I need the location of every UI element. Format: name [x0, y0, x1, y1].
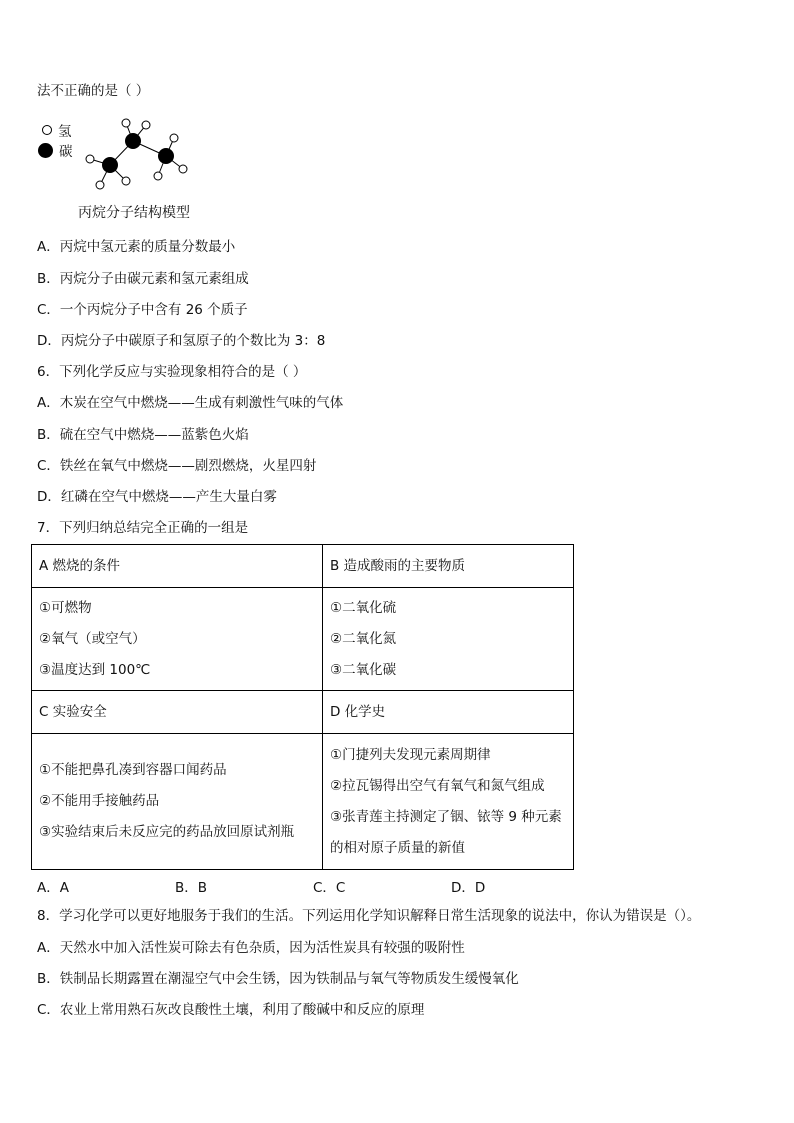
q5-option-d: D．丙烷分子中碳原子和氢原子的个数比为 3：8 — [37, 333, 326, 349]
hydrogen-atom-icon — [42, 125, 52, 135]
q6-option-c: C．铁丝在氧气中燃烧——剧烈燃烧，火星四射 — [37, 458, 317, 474]
cell-d-items — [323, 734, 574, 870]
cell-d-header: D 化学史 — [323, 691, 574, 734]
hydrogen-atom — [86, 155, 94, 163]
q8-option-c: C．农业上常用熟石灰改良酸性土壤，利用了酸碱中和反应的原理 — [37, 1002, 425, 1018]
q7-stem: 7．下列归纳总结完全正确的一组是 — [37, 520, 249, 536]
cell-a-items — [32, 588, 323, 691]
hydrogen-atom — [142, 121, 150, 129]
cell-d-item: ①门捷列夫发现元素周期律 — [330, 746, 491, 763]
q6-option-b: B．硫在空气中燃烧——蓝紫色火焰 — [37, 427, 249, 443]
cell-c-item: ②不能用手接触药品 — [39, 793, 160, 809]
legend-carbon — [42, 140, 73, 160]
hydrogen-atom — [122, 119, 130, 127]
question-stem-fragment: 法不正确的是（ ） — [37, 83, 150, 99]
q7-option-a: A．A — [37, 880, 69, 896]
carbon-atom-icon — [38, 143, 53, 158]
legend-hydrogen-label: 氢 — [58, 124, 72, 140]
hydrogen-atom — [179, 165, 187, 173]
q6-option-a: A．木炭在空气中燃烧——生成有刺激性气味的气体 — [37, 395, 344, 411]
hydrogen-atom — [96, 181, 104, 189]
cell-b-item: ②二氧化氮 — [330, 630, 397, 647]
figure-caption: 丙烷分子结构模型 — [78, 205, 190, 221]
cell-d-item: 的相对原子质量的新值 — [330, 839, 465, 856]
cell-c-items — [32, 734, 323, 870]
cell-c-item: ③实验结束后未反应完的药品放回原试剂瓶 — [39, 824, 295, 840]
hydrogen-atom — [122, 177, 130, 185]
q8-stem: 8．学习化学可以更好地服务于我们的生活。下列运用化学知识解释日常生活现象的说法中，你认为错误是（）。 — [37, 908, 701, 924]
cell-b-items — [323, 588, 574, 691]
carbon-atom — [102, 157, 118, 173]
q6-option-d: D．红磷在空气中燃烧——产生大量白雾 — [37, 489, 277, 505]
legend-carbon-label: 碳 — [59, 144, 73, 160]
carbon-atom — [158, 148, 174, 164]
hydrogen-atom — [170, 134, 178, 142]
propane-molecule-model — [80, 112, 200, 192]
q8-option-b: B．铁制品长期露置在潮湿空气中会生锈，因为铁制品与氧气等物质发生缓慢氧化 — [37, 971, 519, 987]
q5-option-a: A．丙烷中氢元素的质量分数最小 — [37, 239, 236, 255]
q5-option-c: C．一个丙烷分子中含有 26 个质子 — [37, 302, 248, 318]
q7-option-c: C．C — [313, 880, 346, 896]
hydrogen-atom — [154, 172, 162, 180]
cell-d-item: ③张青莲主持测定了铟、铱等 9 种元素 — [330, 808, 562, 825]
cell-c-item: ①不能把鼻孔凑到容器口闻药品 — [39, 762, 227, 778]
cell-d-item: ②拉瓦锡得出空气有氧气和氮气组成 — [330, 777, 545, 794]
q7-option-b: B．B — [175, 880, 208, 896]
q8-option-a: A．天然水中加入活性炭可除去有色杂质，因为活性炭具有较强的吸附性 — [37, 940, 465, 956]
cell-a-item: ③温度达到 100℃ — [39, 661, 151, 678]
q7-option-d: D．D — [451, 880, 486, 896]
cell-b-item: ①二氧化硫 — [330, 599, 397, 616]
carbon-atom — [125, 133, 141, 149]
q7-table — [31, 544, 574, 870]
legend-hydrogen — [42, 120, 72, 140]
q6-stem: 6．下列化学反应与实验现象相符合的是（ ） — [37, 364, 307, 380]
cell-a-header: A 燃烧的条件 — [32, 545, 323, 588]
cell-a-item: ②氧气（或空气） — [39, 630, 146, 647]
q5-option-b: B．丙烷分子由碳元素和氢元素组成 — [37, 271, 249, 287]
cell-a-item: ①可燃物 — [39, 599, 92, 616]
cell-c-header: C 实验安全 — [32, 691, 323, 734]
cell-b-header: B 造成酸雨的主要物质 — [323, 545, 574, 588]
cell-b-item: ③二氧化碳 — [330, 661, 397, 678]
